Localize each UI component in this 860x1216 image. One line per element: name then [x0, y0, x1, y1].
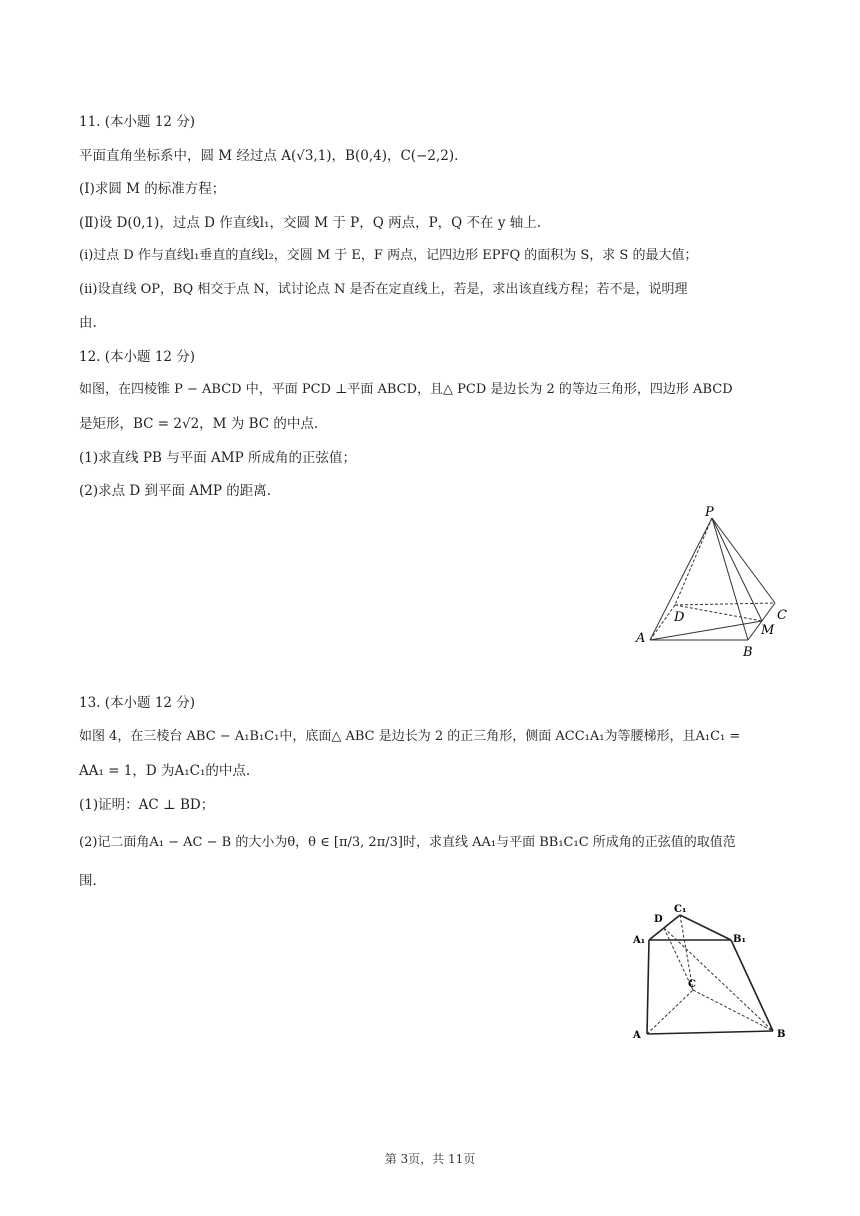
frustum-figure: [625, 898, 800, 1048]
problem-11-part2ii-cont: 由.: [79, 315, 97, 331]
problem-13-part1: (1)证明：AC ⊥ BD；: [79, 797, 215, 813]
problem-12-part2: (2)求点 D 到平面 AMP 的距离.: [79, 483, 272, 499]
label-C: C: [688, 979, 696, 990]
label-C: C: [777, 608, 787, 623]
problem-13-stem: 如图 4，在三棱台 ABC − A₁B₁C₁中，底面△ ABC 是边长为 2 的正三角形，侧面 ACC₁A₁为等腰梯形，且A₁C₁ =: [79, 729, 741, 744]
label-A: A: [633, 1030, 641, 1041]
problem-11-header: 11. (本小题 12 分): [79, 114, 196, 130]
problem-11-part2i: (ⅰ)过点 D 作与直线l₁垂直的直线l₂，交圆 M 于 E，F 两点，记四边形 EPFQ 的面积为 S，求 S 的最大值；: [79, 248, 698, 263]
problem-13-part2: (2)记二面角A₁ − AC − B 的大小为θ，θ ∈ [π/3, 2π/3]时，求直线 AA₁与平面 BB₁C₁C 所成角的正弦值的取值范: [79, 835, 736, 850]
problem-13-stem-cont: AA₁ = 1，D 为A₁C₁的中点.: [79, 763, 251, 779]
pyramid-figure: [625, 500, 795, 665]
problem-12-part1: (1)求直线 PB 与平面 AMP 所成角的正弦值；: [79, 450, 356, 466]
problem-13-header: 13. (本小题 12 分): [79, 695, 196, 711]
label-A1: A₁: [633, 935, 646, 946]
label-D: D: [674, 610, 685, 625]
problem-11-stem: 平面直角坐标系中，圆 M 经过点 A(√3,1)，B(0,4)，C(−2,2).: [79, 148, 459, 164]
problem-12-stem-cont: 是矩形，BC = 2√2，M 为 BC 的中点.: [79, 416, 319, 432]
label-B: B: [743, 645, 753, 660]
label-D: D: [654, 914, 663, 925]
problem-11-part2: (Ⅱ)设 D(0,1)，过点 D 作直线l₁，交圆 M 于 P，Q 两点，P，Q 不在 y 轴上.: [79, 215, 542, 231]
problem-13-part2-cont: 围.: [79, 873, 97, 889]
label-M: M: [761, 623, 775, 638]
label-B1: B₁: [733, 934, 746, 945]
label-C1: C₁: [674, 904, 687, 915]
label-B: B: [777, 1029, 786, 1040]
problem-11-part2ii: (ⅱ)设直线 OP，BQ 相交于点 N，试讨论点 N 是否在定直线上，若是，求出该直线方程；若不是，说明理: [79, 282, 688, 297]
problem-11-part1: (Ⅰ)求圆 M 的标准方程；: [79, 181, 226, 197]
problem-12-header: 12. (本小题 12 分): [79, 349, 196, 365]
page-footer: 第 3页，共 11页: [384, 1152, 476, 1166]
problem-12-stem: 如图，在四棱锥 P − ABCD 中，平面 PCD ⊥平面 ABCD，且△ PCD 是边长为 2 的等边三角形，四边形 ABCD: [79, 382, 733, 397]
label-A: A: [636, 631, 646, 646]
label-P: P: [705, 505, 714, 520]
